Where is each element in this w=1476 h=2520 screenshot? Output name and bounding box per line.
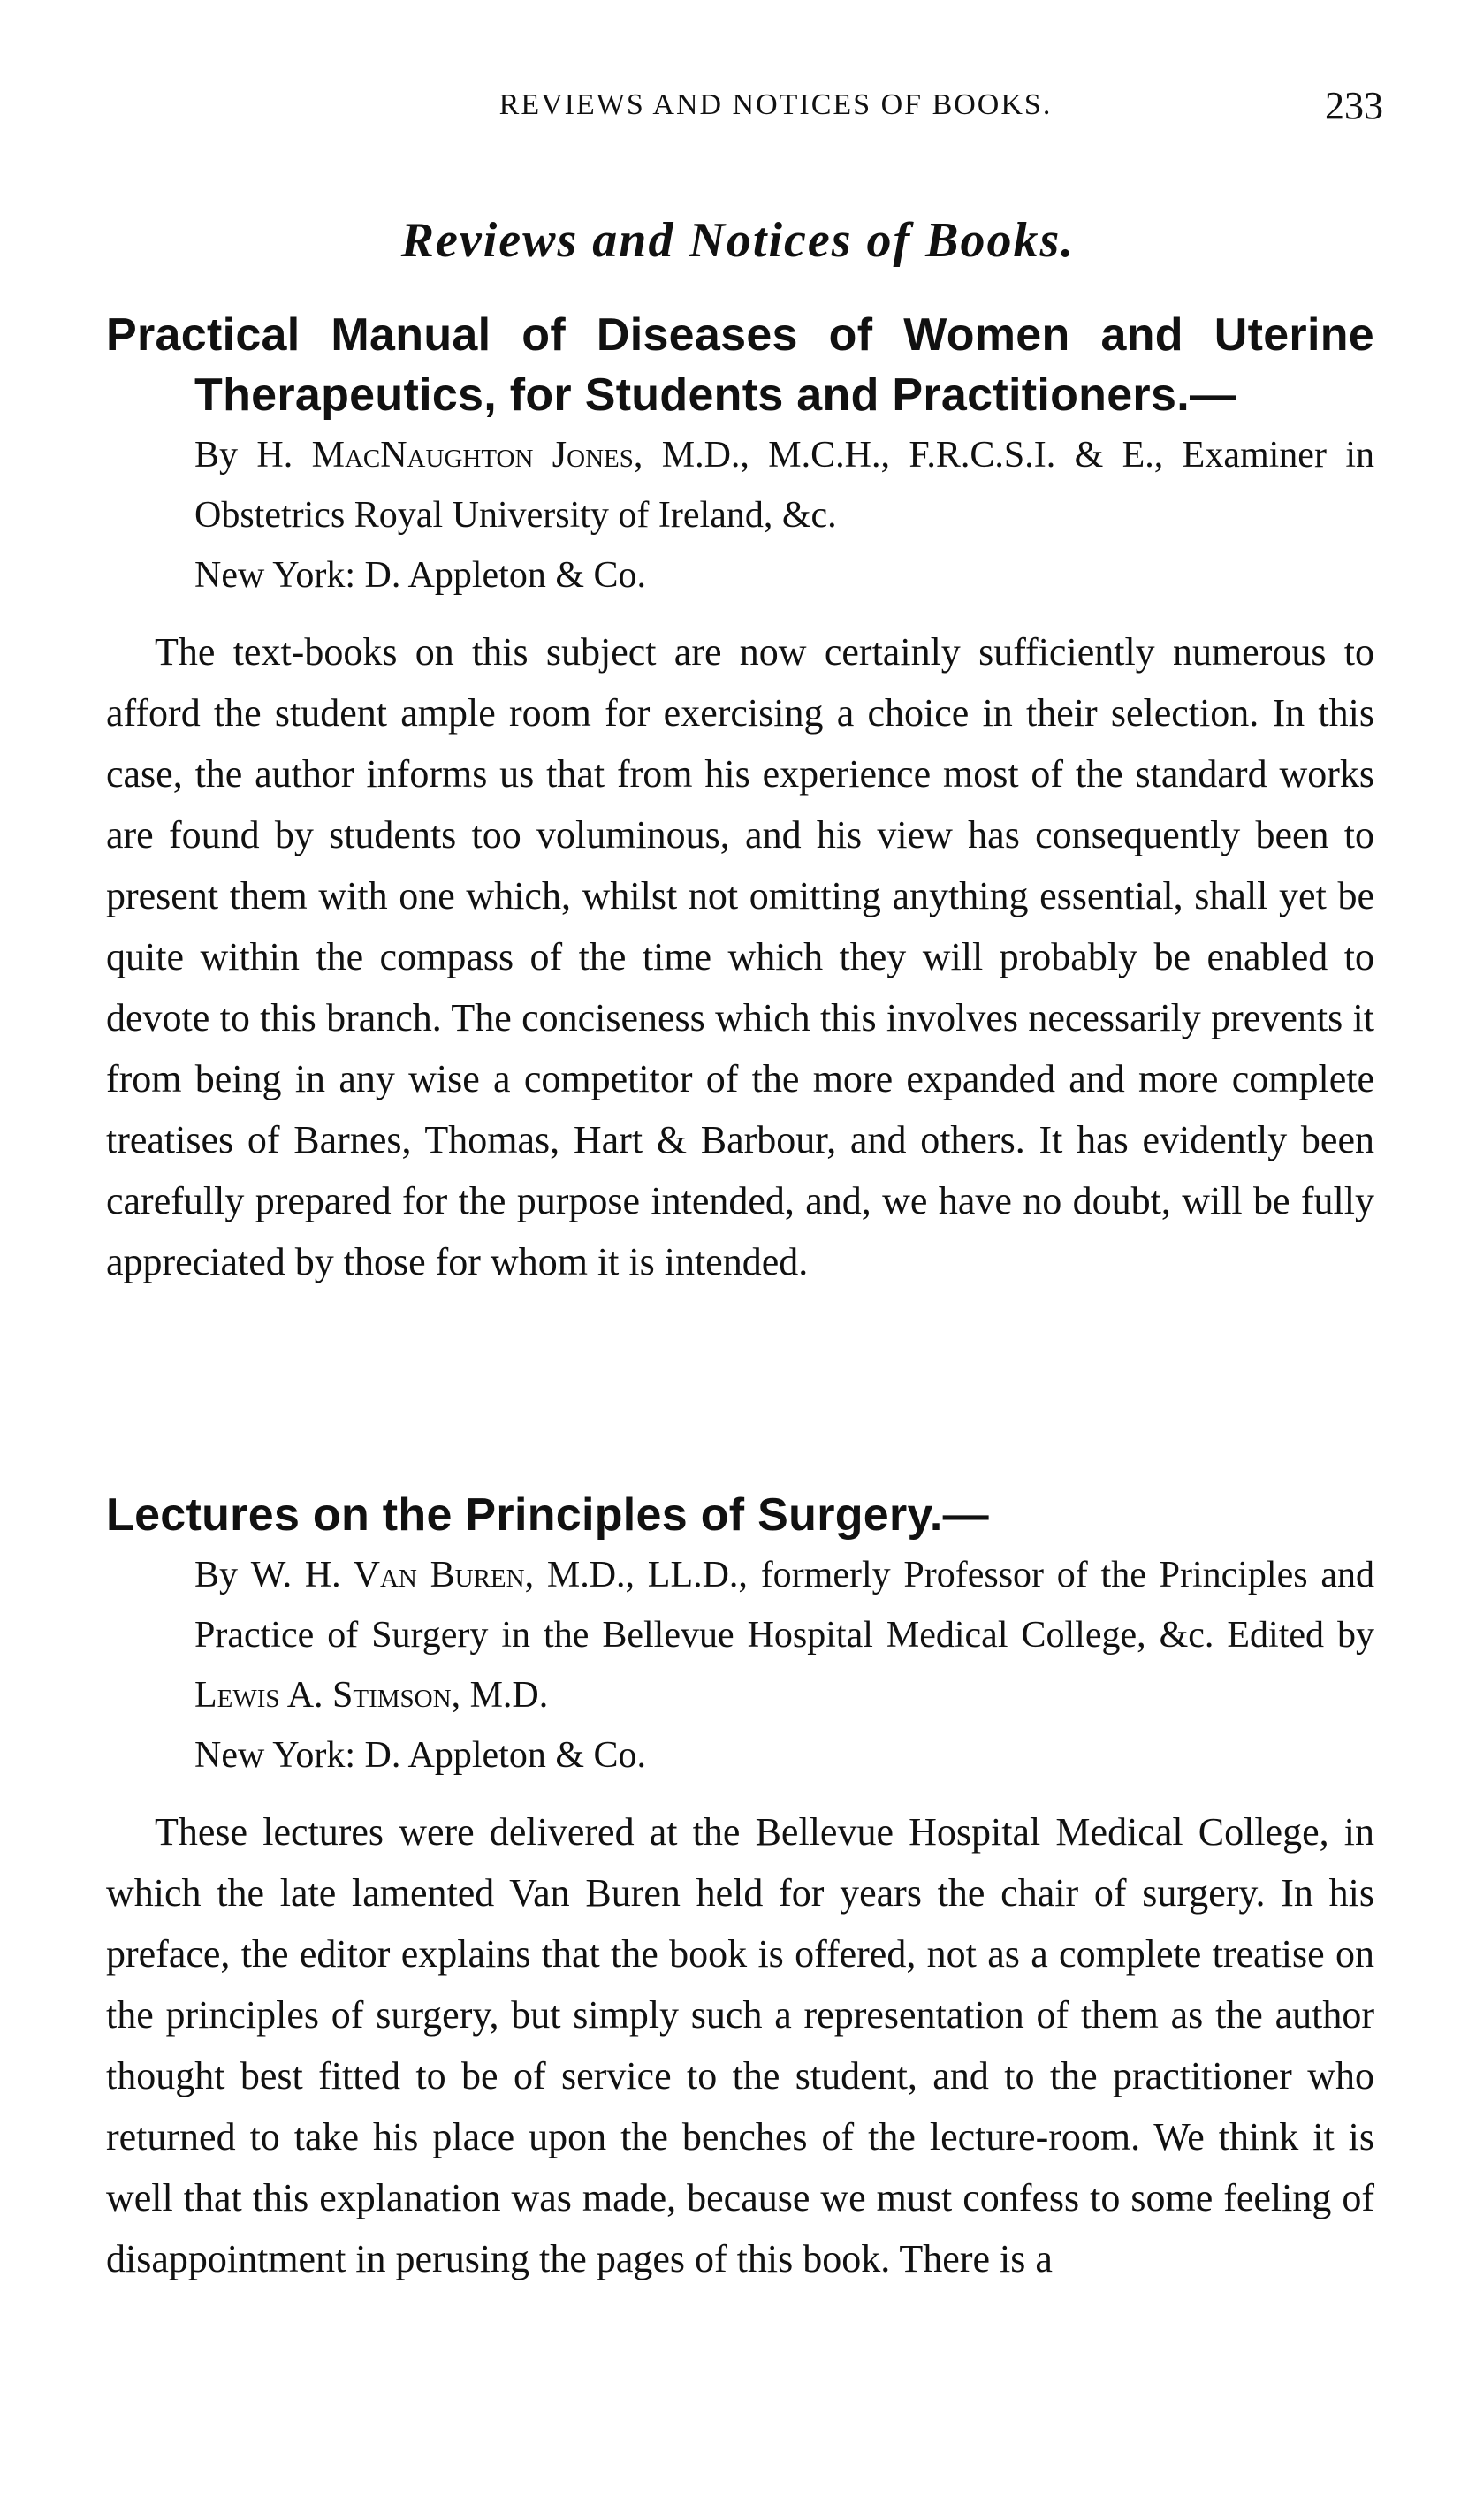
review-entry bbox=[106, 1485, 1374, 2289]
editor-credentials: , M.D. bbox=[451, 1675, 549, 1716]
byline-prefix: By bbox=[194, 1555, 251, 1595]
publisher: New York: D. Appleton & Co. bbox=[194, 555, 647, 596]
review-body: The text-books on this subject are now certainly sufficiently numerous to afford the student ample room for exercising a choice in their selection. In this case, the author informs us that from his experience most of the standard works are found by students too voluminous, and his view has consequently been to present them with one which, whilst not omitting anything essential, shall yet be quite within the compass of the time which they will probably be enabled to devote to this branch. The conciseness which this involves necessarily prevents it from being in any wise a competitor of the more expanded and more complete treatises of Barnes, Thomas, Hart & Barbour, and others. It has evidently been carefully prepared for the purpose intended, and, we have no doubt, will be fully appreciated by those for whom it is intended. bbox=[106, 630, 1374, 1283]
book-title: Practical Manual of Diseases of Women and Uterine Therapeutics, for Students and Practitioners.— bbox=[106, 309, 1374, 421]
review-entry bbox=[106, 305, 1374, 1292]
publisher: New York: D. Appleton & Co. bbox=[194, 1735, 647, 1776]
running-title: REVIEWS AND NOTICES OF BOOKS. bbox=[498, 88, 1053, 121]
review-body: These lectures were delivered at the Bellevue Hospital Medical College, in which the late lamented Van Buren held for years the chair of surgery. In his preface, the editor explains that the book is offered, not as a complete treatise on the principles of surgery, but simply such a representation of them as the author thought best fitted to be of service to the student, and to the practitioner who returned to take his place upon the benches of the lecture-room. We think it is well that this explanation was made, because we must confess to some feeling of disappointment in perusing the pages of this book. There is a bbox=[106, 1810, 1374, 2280]
author-name: W. H. Van Buren bbox=[250, 1555, 525, 1595]
author-credentials: , M.D., M.C.H., F.R.C.S.I. & E., Examiner in Obstetrics Royal University of Ireland, &c. bbox=[194, 435, 1374, 536]
page-number: 233 bbox=[1325, 84, 1383, 127]
editor-name: Lewis A. Stimson bbox=[194, 1675, 452, 1716]
review-title bbox=[106, 305, 1374, 425]
author-credentials: , M.D., LL.D., formerly Professor of the Principles and Practice of Surgery in the Bellevue Hospital Medical College, &c. Edited by bbox=[194, 1555, 1374, 1656]
review-title bbox=[106, 1485, 1374, 1545]
byline bbox=[106, 425, 1374, 545]
author-name: H. MacNaughton Jones bbox=[256, 435, 634, 476]
section-heading: Reviews and Notices of Books. bbox=[400, 213, 1076, 268]
byline bbox=[106, 1545, 1374, 1725]
running-head bbox=[106, 84, 1383, 141]
byline-prefix: By bbox=[194, 435, 257, 476]
book-title: Lectures on the Principles of Surgery.— bbox=[106, 1489, 989, 1541]
